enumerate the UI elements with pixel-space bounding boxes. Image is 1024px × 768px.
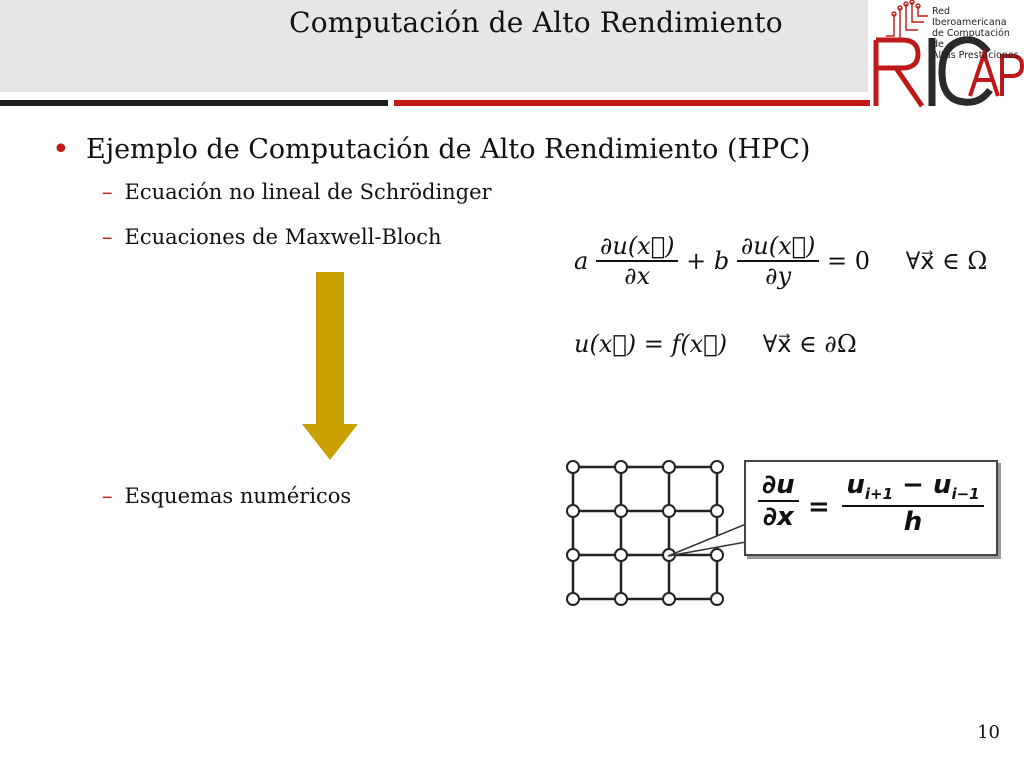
- boundary-condition: [574, 330, 894, 370]
- grid-node: [663, 461, 675, 473]
- subitem-text: Ecuación no lineal de Schrödinger: [124, 180, 492, 204]
- bc-rhs: f(x⃗): [671, 330, 728, 358]
- subitem-schrodinger: [102, 180, 492, 204]
- minus-sign: −: [902, 470, 924, 500]
- grid-node: [615, 549, 627, 561]
- subscript-minus: i−1: [951, 485, 980, 504]
- grid-node: [711, 505, 723, 517]
- logo-caption-line: Altas Prestaciones: [932, 50, 1019, 61]
- grid-node: [567, 461, 579, 473]
- dash-marker: –: [102, 225, 113, 249]
- numerator: ∂u(x⃗): [737, 232, 820, 262]
- bc-equals: =: [643, 330, 664, 358]
- callout-pointer: [660, 520, 750, 560]
- logo-caption: [932, 6, 1024, 61]
- finite-difference-formula: [744, 460, 998, 556]
- fraction-du-dx: [596, 232, 679, 290]
- pde-equation: [574, 232, 1014, 312]
- fraction-difference: [842, 470, 984, 537]
- subitem-text: Esquemas numéricos: [124, 484, 352, 508]
- denominator: ∂x: [624, 262, 651, 290]
- bc-domain: ∀x⃗ ∈ ∂Ω: [762, 330, 857, 358]
- bullet-marker: •: [52, 132, 70, 167]
- equals-zero: = 0: [827, 247, 871, 275]
- fd-equals: =: [808, 492, 830, 522]
- slide-title: Computación de Alto Rendimiento: [289, 6, 783, 39]
- fraction-du-dy: [737, 232, 820, 290]
- u-symbol: u: [846, 470, 865, 500]
- subscript-plus: i+1: [864, 485, 894, 504]
- grid-node: [615, 461, 627, 473]
- bc-lhs: u(x⃗): [574, 330, 637, 358]
- grid-node: [567, 549, 579, 561]
- header-divider-red: [394, 100, 870, 106]
- numerator: ∂u: [758, 470, 799, 502]
- dash-marker: –: [102, 484, 113, 508]
- coef-a: a: [574, 247, 589, 275]
- grid-node: [567, 505, 579, 517]
- grid-node: [567, 593, 579, 605]
- numerator: ∂u(x⃗): [596, 232, 679, 262]
- grid-node: [663, 505, 675, 517]
- grid-node: [663, 593, 675, 605]
- denominator: ∂y: [765, 262, 792, 290]
- grid-node: [615, 593, 627, 605]
- grid-node: [711, 593, 723, 605]
- grid-node: [711, 461, 723, 473]
- subitem-numerical-schemes: [102, 484, 351, 508]
- domain-omega: ∀x⃗ ∈ Ω: [905, 247, 988, 275]
- subitem-text: Ecuaciones de Maxwell-Bloch: [124, 225, 442, 249]
- fraction-du-dx-left: [758, 470, 799, 532]
- numerator: [842, 470, 984, 507]
- denominator: h: [903, 507, 923, 538]
- u-symbol: u: [932, 470, 952, 500]
- logo-caption-line: Red Iberoamericana: [932, 6, 1007, 28]
- page-number: 10: [977, 722, 1000, 743]
- header-divider-dark: [0, 100, 388, 106]
- dash-marker: –: [102, 180, 113, 204]
- subitem-maxwell-bloch: [102, 225, 442, 249]
- logo-caption-line: de Computación de: [932, 28, 1010, 50]
- denominator: ∂x: [762, 502, 794, 532]
- grid-node: [615, 505, 627, 517]
- down-arrow-icon: [300, 272, 360, 462]
- plus-b: + b: [686, 247, 730, 275]
- main-bullet-text: Ejemplo de Computación de Alto Rendimiento (HPC): [86, 134, 811, 165]
